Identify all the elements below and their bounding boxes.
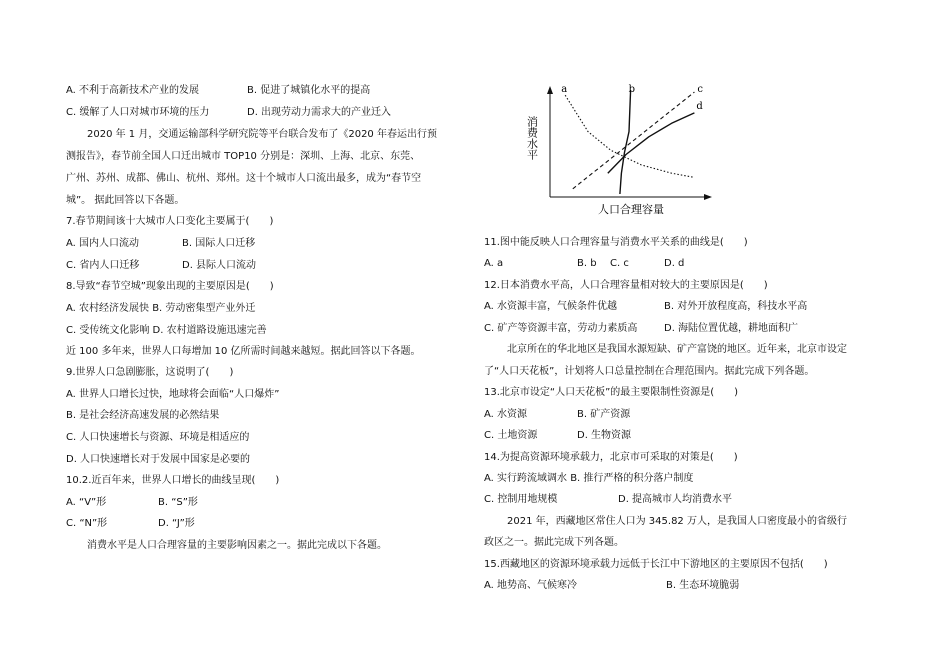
question-10-option-d: D. “J”形 <box>158 518 195 529</box>
question-14-option-c: C. 控制用地规模 <box>484 494 558 505</box>
option-c-line1: C. 缓解了人口对城市环境的压力 <box>66 107 210 118</box>
passage-4-line-1: 北京所在的华北地区是我国水源短缺、矿产富饶的地区。近年来，北京市设定 <box>507 344 847 355</box>
question-13-option-d: D. 生物资源 <box>577 430 632 441</box>
question-15: 15.西藏地区的资源环境承载力远低于长江中下游地区的主要原因不包括( ) <box>484 559 828 570</box>
passage-1-line-4: 城”。 据此回答以下各题。 <box>66 195 185 206</box>
question-9: 9.世界人口急剧膨胀，这说明了( ) <box>66 367 234 378</box>
question-13-option-b: B. 矿产资源 <box>577 409 631 420</box>
series-line-d <box>608 113 695 173</box>
passage-1-line-1: 2020 年 1 月，交通运输部科学研究院等平台联合发布了《2020 年春运出行预 <box>87 129 437 140</box>
question-7-option-c: C. 省内人口迁移 <box>66 260 140 271</box>
series-label-d: d <box>696 100 703 112</box>
question-13-option-a: A. 水资源 <box>484 409 528 420</box>
question-15-option-a: A. 地势高、气候寒冷 <box>484 580 578 591</box>
y-axis-label: 消费水平 <box>525 116 539 160</box>
y-axis-arrow <box>547 86 553 94</box>
question-12-option-b: B. 对外开放程度高，科技水平高 <box>664 301 808 312</box>
question-11-option-d: D. d <box>664 258 685 269</box>
series-label-b: b <box>628 84 636 95</box>
question-7-option-b: B. 国际人口迁移 <box>182 238 256 249</box>
series-line-b <box>620 90 631 194</box>
question-10-option-c: C. “N”形 <box>66 518 108 529</box>
question-9-option-d: D. 人口快速增长对于发展中国家是必要的 <box>66 454 251 465</box>
question-9-option-c: C. 人口快速增长与资源、环境是相适应的 <box>66 432 250 443</box>
question-11: 11.图中能反映人口合理容量与消费水平关系的曲线是( ) <box>484 237 748 248</box>
passage-5-line-1: 2021 年，西藏地区常住人口为 345.82 万人，是我国人口密度最小的省级行 <box>507 516 847 527</box>
question-14-option-d: D. 提高城市人均消费水平 <box>618 494 733 505</box>
question-10-option-b: B. “S”形 <box>158 497 198 508</box>
question-7-option-a: A. 国内人口流动 <box>66 238 140 249</box>
passage-3: 消费水平是人口合理容量的主要影响因素之一。据此完成以下各题。 <box>87 540 387 551</box>
question-11-option-b: B. b <box>577 258 597 269</box>
question-12: 12.日本消费水平高，人口合理容量相对较大的主要原因是( ) <box>484 280 768 291</box>
passage-1-line-3: 广州、苏州、成都、佛山、杭州、郑州。这十个城市人口流出最多，成为“春节空 <box>66 173 422 184</box>
passage-5-line-2: 政区之一。据此完成下列各题。 <box>484 537 624 548</box>
question-12-option-a: A. 水资源丰富，气候条件优越 <box>484 301 618 312</box>
series-label-c: c <box>697 84 704 95</box>
passage-1-line-2: 测报告》，春节前全国人口迁出城市 TOP10 分别是：深圳、上海、北京、东莞、 <box>66 151 421 162</box>
question-9-option-a: A. 世界人口增长过快，地球将会面临“人口爆炸” <box>66 389 280 400</box>
series-label-a: a <box>561 84 568 96</box>
question-15-option-b: B. 生态环境脆弱 <box>666 580 740 591</box>
passage-2: 近 100 多年来，世界人口每增加 10 亿所需时间越来越短。据此回答以下各题。 <box>66 346 421 357</box>
passage-4-line-2: 了“人口天花板”，计划将人口总量控制在合理范围内。据此完成下列各题。 <box>484 366 815 377</box>
question-12-option-c: C. 矿产等资源丰富，劳动力素质高 <box>484 323 638 334</box>
question-10: 10.2.近百年来，世界人口增长的曲线呈现( ) <box>66 475 280 486</box>
consumption-capacity-chart <box>520 82 720 222</box>
question-12-option-d: D. 海陆位置优越，耕地面积广 <box>664 323 799 334</box>
option-d-line1: D. 出现劳动力需求大的产业迁入 <box>247 107 392 118</box>
question-8-options-cd: C. 受传统文化影响 D. 农村道路设施迅速完善 <box>66 325 267 336</box>
option-a-line1: A. 不利于高新技术产业的发展 <box>66 85 200 96</box>
x-axis-label: 人口合理容量 <box>598 203 664 216</box>
question-8: 8.导致“春节空城”现象出现的主要原因是( ) <box>66 281 274 292</box>
question-10-option-a: A. “V”形 <box>66 497 107 508</box>
question-9-option-b: B. 是社会经济高速发展的必然结果 <box>66 410 220 421</box>
series-line-c <box>573 92 695 189</box>
x-axis-arrow <box>704 194 712 200</box>
question-14-options-ab: A. 实行跨流域调水 B. 推行严格的积分落户制度 <box>484 473 694 484</box>
option-b-line1: B. 促进了城镇化水平的提高 <box>247 85 371 96</box>
question-11-option-a: A. a <box>484 258 504 269</box>
question-7-option-d: D. 县际人口流动 <box>182 260 257 271</box>
question-8-options-ab: A. 农村经济发展快 B. 劳动密集型产业外迁 <box>66 303 256 314</box>
chart-svg <box>520 82 720 222</box>
question-14: 14.为提高资源环境承载力，北京市可采取的对策是( ) <box>484 452 738 463</box>
question-11-option-c: C. c <box>610 258 629 269</box>
question-13-option-c: C. 土地资源 <box>484 430 538 441</box>
question-7: 7.春节期间该十大城市人口变化主要属于( ) <box>66 216 274 227</box>
question-13: 13.北京市设定“人口天花板”的最主要限制性资源是( ) <box>484 387 739 398</box>
